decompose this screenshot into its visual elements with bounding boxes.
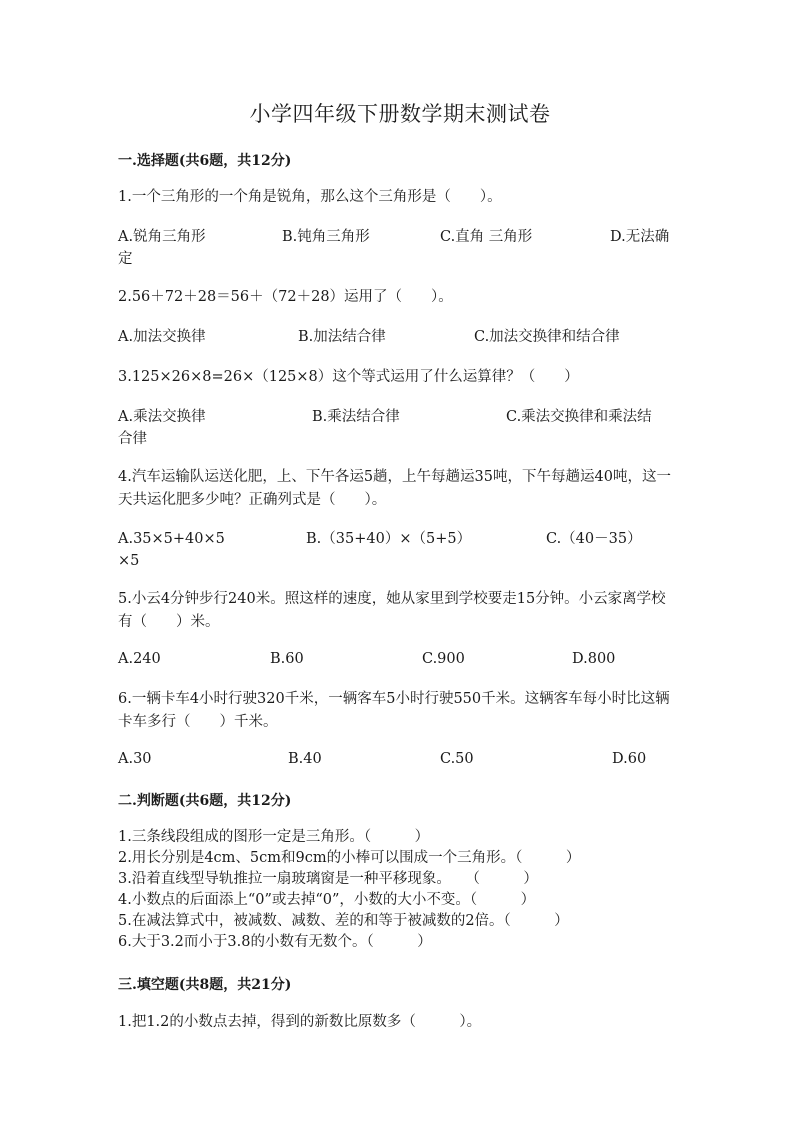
choice-question-1: 1.一个三角形的一个角是锐角，那么这个三角形是（ ）。 [118, 189, 502, 205]
choice-question-2: 2.56＋72＋28＝56＋（72＋28）运用了（ ）。 [118, 289, 453, 305]
option-d: D.60 [612, 751, 647, 767]
judge-question-3: 3.沿着直线型导轨推拉一扇玻璃窗是一种平移现象。 （ ） [118, 871, 538, 887]
judge-question-2: 2.用长分别是4cm、5cm和9cm的小棒可以围成一个三角形。（ ） [118, 850, 581, 866]
choice-options-3 [118, 406, 678, 450]
option-a: A.30 [118, 751, 152, 767]
option-a: A.35×5+40×5 [118, 531, 225, 547]
option-d: D.800 [572, 651, 616, 667]
option-overflow: ×5 [118, 553, 140, 569]
judge-question-5: 5.在减法算式中，被减数、减数、差的和等于被减数的2倍。（ ） [118, 913, 569, 929]
option-d: D.无法确 [610, 229, 670, 245]
choice-options-2 [118, 326, 678, 370]
option-a: A.乘法交换律 [118, 409, 206, 425]
judge-question-1: 1.三条线段组成的图形一定是三角形。（ ） [118, 829, 430, 845]
option-a: A.锐角三角形 [118, 229, 206, 245]
option-b: B.加法结合律 [298, 329, 386, 345]
option-b: B.40 [288, 751, 322, 767]
option-overflow: 合律 [118, 431, 147, 447]
option-a: A.240 [118, 651, 161, 667]
section-heading-judge: 二.判断题(共6题，共12分) [118, 793, 292, 809]
option-c: C.加法交换律和结合律 [474, 329, 620, 345]
exam-title: 小学四年级下册数学期末测试卷 [249, 102, 551, 126]
fill-question-1: 1.把1.2的小数点去掉，得到的新数比原数多（ ）。 [118, 1014, 482, 1030]
choice-options-5 [118, 648, 678, 692]
option-b: B.乘法结合律 [312, 409, 400, 425]
section-heading-choice: 一.选择题(共6题，共12分) [118, 153, 292, 169]
option-b: B.60 [270, 651, 304, 667]
choice-options-4 [118, 528, 678, 572]
choice-options-1 [118, 226, 678, 270]
choice-question-3: 3.125×26×8=26×（125×8）这个等式运用了什么运算律？（ ） [118, 369, 579, 385]
choice-question-4: 4.汽车运输队运送化肥，上、下午各运5趟，上午每趟运35吨，下午每趟运40吨，这一天共运化肥多少吨？正确列式是（ ）。 [118, 469, 671, 508]
option-c: C.乘法交换律和乘法结 [506, 409, 652, 425]
option-c: C.50 [440, 751, 474, 767]
option-c: C.（40－35） [546, 531, 642, 547]
option-a: A.加法交换律 [118, 329, 206, 345]
section-heading-fill: 三.填空题(共8题，共21分) [118, 977, 292, 993]
judge-question-6: 6.大于3.2而小于3.8的小数有无数个。（ ） [118, 934, 432, 950]
option-b: B.（35+40）×（5+5） [306, 531, 472, 547]
option-overflow: 定 [118, 251, 133, 267]
choice-question-6: 6.一辆卡车4小时行驶320千米，一辆客车5小时行驶550千米。这辆客车每小时比这辆卡车多行（ ）千米。 [118, 691, 670, 730]
judge-question-4: 4.小数点的后面添上“0”或去掉“0”，小数的大小不变。（ ） [118, 892, 536, 908]
choice-options-6 [118, 748, 678, 792]
option-c: C.900 [422, 651, 465, 667]
option-b: B.钝角三角形 [282, 229, 370, 245]
choice-question-5: 5.小云4分钟步行240米。照这样的速度，她从家里到学校要走15分钟。小云家离学校有（ ）米。 [118, 591, 666, 630]
option-c: C.直角 三角形 [440, 229, 533, 245]
